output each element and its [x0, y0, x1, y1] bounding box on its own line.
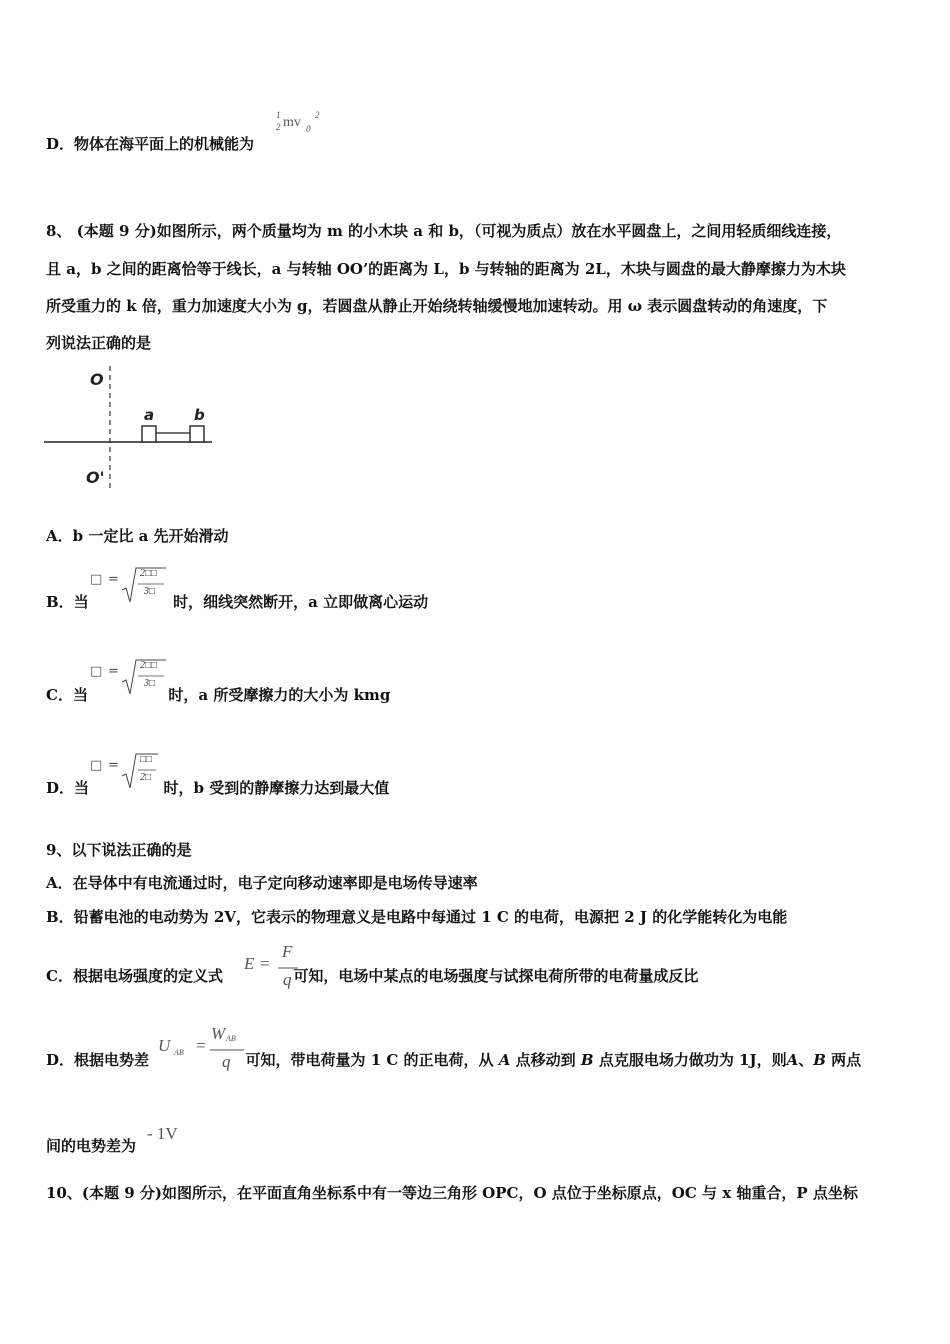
formula-sub: 0 — [306, 124, 311, 134]
q9-option-a — [46, 873, 478, 893]
frac-num: 2□□ — [140, 568, 158, 579]
q8-stem-line-2 — [46, 259, 846, 279]
q8-option-b-prefix: B．当 — [46, 593, 89, 611]
point-a-1: A — [498, 1051, 511, 1069]
frac-den: 2□ — [140, 772, 152, 783]
q9-option-c-formula — [244, 942, 300, 992]
equals-sign: = — [108, 664, 119, 679]
label-o: O — [90, 370, 104, 389]
q9-option-d-line-2 — [46, 1136, 136, 1156]
frac-den: 3□ — [144, 586, 156, 597]
symbol-e: E — [244, 954, 255, 973]
q10-stem-line-1 — [46, 1183, 858, 1203]
formula-coef-num: 1 — [276, 110, 281, 120]
q9-option-c — [46, 966, 698, 986]
q8-option-d-suffix: 时，b 受到的静摩擦力达到最大值 — [163, 779, 390, 797]
q8-stem-text-2: 且 a，b 之间的距离恰等于线长，a 与转轴 OO’的距离为 L，b 与转轴的距离为 2L，木块与圆盘的最大静摩擦力为木块 — [46, 260, 846, 278]
frac-num: 2□□ — [140, 660, 158, 671]
formula-body: mv — [283, 115, 301, 130]
equals-sign: = — [108, 572, 119, 587]
frac-num: □□ — [140, 754, 153, 765]
equals-sign: = — [108, 758, 119, 773]
point-a-2: A — [786, 1051, 799, 1069]
q8-option-c-prefix: C．当 — [46, 686, 88, 704]
symbol-u: U — [158, 1036, 171, 1055]
q8-option-d-formula — [90, 752, 160, 792]
block-a — [142, 426, 156, 442]
q9-option-d-suffix-c: 点克服电场力做功为 1J，则 — [598, 1051, 787, 1069]
equals-sign: = — [260, 954, 270, 973]
formula-sup: 2 — [315, 110, 320, 120]
q8-stem-line-4 — [46, 333, 151, 353]
q8-option-a-text: A．b 一定比 a 先开始滑动 — [46, 527, 229, 545]
symbol-w-sub: AB — [226, 1034, 236, 1043]
q9-option-b — [46, 907, 787, 927]
comma: 、 — [798, 1051, 814, 1069]
q8-stem-text-3: 所受重力的 k 倍，重力加速度大小为 g，若圆盘从静止开始绕转轴缓慢地加速转动。用 ω 表示圆盘转动的角速度，下 — [46, 297, 828, 315]
q8-option-c-formula — [90, 658, 166, 698]
q8-option-b-suffix: 时，细线突然断开，a 立即做离心运动 — [173, 593, 429, 611]
q8-stem-line-3 — [46, 296, 827, 316]
q7-option-d-text: D．物体在海平面上的机械能为 — [46, 135, 255, 153]
q9-option-c-prefix: C．根据电场强度的定义式 — [46, 967, 223, 985]
q8-figure-svg — [44, 362, 216, 494]
label-a: a — [144, 406, 155, 424]
frac-den: 3□ — [144, 678, 156, 689]
symbol-q: q — [222, 1052, 231, 1071]
q8-stem-line-1 — [46, 221, 841, 241]
q9-option-d-suffix-a: 可知，带电荷量为 1 C 的正电荷，从 — [245, 1051, 494, 1069]
symbol-f: F — [282, 942, 293, 961]
q8-option-b-formula — [90, 566, 166, 606]
q7-option-d — [46, 134, 254, 154]
q7-option-d-formula — [276, 110, 326, 140]
q9-option-a-text: A．在导体中有电流通过时，电子定向移动速率即是电场传导速率 — [46, 874, 478, 892]
q8-stem-text-4: 列说法正确的是 — [46, 334, 152, 352]
q9-option-d-value: - 1V — [147, 1124, 178, 1143]
q9-option-d-formula — [158, 1024, 248, 1076]
omega-placeholder: □ — [90, 758, 103, 773]
q10-stem-text-1: 10、(本题 9 分)如图所示，在平面直角坐标系中有一等边三角形 OPC，O 点位于坐标原点，OC 与 x 轴重合，P 点坐标 — [46, 1184, 858, 1202]
q8-figure — [44, 362, 216, 494]
symbol-w: W — [211, 1024, 226, 1043]
q9-stem — [46, 840, 191, 860]
label-b: b — [194, 406, 205, 424]
label-o-prime: O' — [86, 468, 105, 487]
q8-stem-text-1: 8、 (本题 9 分)如图所示，两个质量均为 m 的小木块 a 和 b，（可视为质点）放在水平圆盘上，之间用轻质细线连接， — [46, 222, 842, 240]
q8-option-a — [46, 526, 229, 546]
omega-placeholder: □ — [90, 572, 103, 587]
omega-placeholder: □ — [90, 664, 103, 679]
q8-option-c-suffix: 时，a 所受摩擦力的大小为 kmg — [168, 686, 391, 704]
q9-stem-text: 9、以下说法正确的是 — [46, 841, 192, 859]
sqrt-sign — [120, 752, 158, 792]
q9-option-d-prefix: D．根据电势差 — [46, 1051, 150, 1069]
equals-sign: = — [196, 1036, 206, 1055]
symbol-u-sub: AB — [174, 1048, 184, 1057]
q9-option-d-line-2-prefix: 间的电势差为 — [46, 1137, 137, 1155]
q8-option-d-prefix: D．当 — [46, 779, 90, 797]
q9-option-c-suffix: 可知，电场中某点的电场强度与试探电荷所带的电荷量成反比 — [293, 967, 699, 985]
point-b-1: B — [580, 1051, 594, 1069]
q9-option-d-suffix-d: 两点 — [831, 1051, 862, 1069]
formula-coef-den: 2 — [276, 122, 281, 132]
point-b-2: B — [813, 1051, 826, 1069]
block-b — [190, 426, 204, 442]
q9-option-d-suffix-b: 点移动到 — [515, 1051, 576, 1069]
symbol-q: q — [283, 970, 292, 989]
q9-option-b-text: B．铅蓄电池的电动势为 2V，它表示的物理意义是电路中每通过 1 C 的电荷，电源把 2 J 的化学能转化为电能 — [46, 908, 788, 926]
